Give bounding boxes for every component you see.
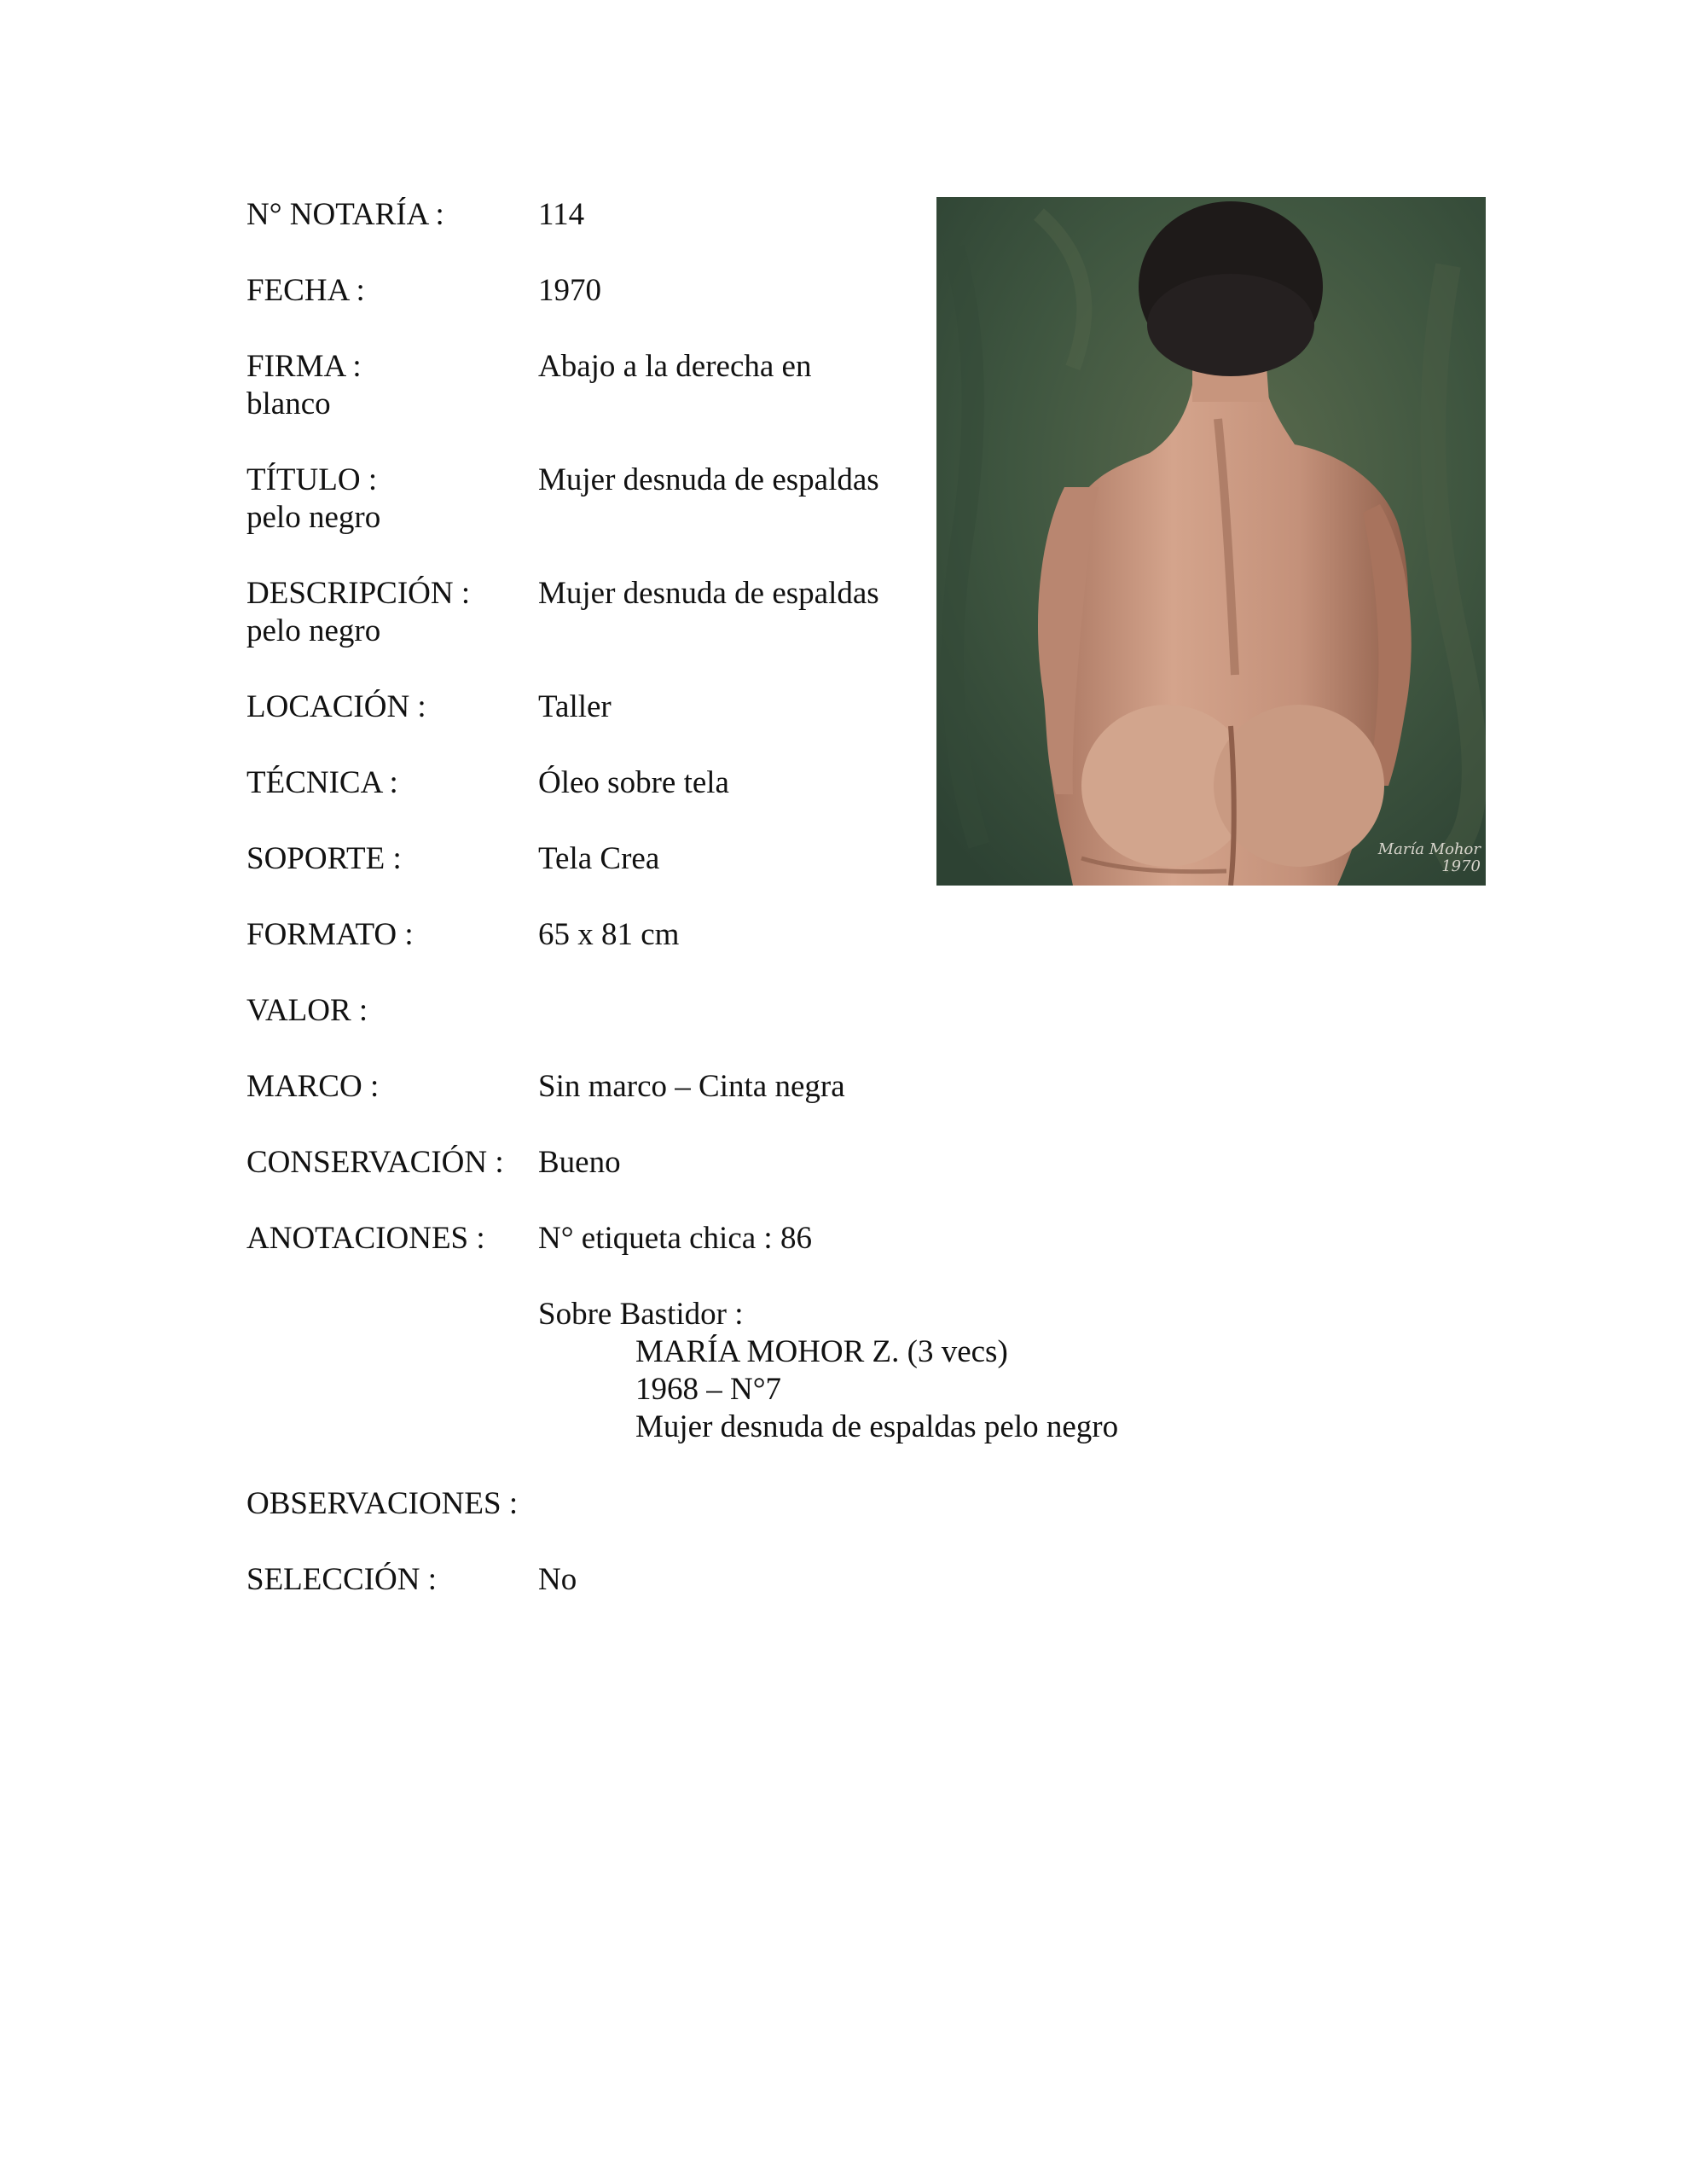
field-value: 1970 [538, 273, 601, 308]
field-value: Mujer desnuda de espaldas [538, 462, 879, 497]
bastidor-line: Mujer desnuda de espaldas pelo negro [635, 1409, 1119, 1444]
field-value: 65 x 81 cm [538, 917, 680, 952]
field-value-continuation: pelo negro [246, 500, 381, 535]
field-label: CONSERVACIÓN : [246, 1145, 504, 1180]
field-label: ANOTACIONES : [246, 1221, 485, 1256]
field-label: N° NOTARÍA : [246, 197, 444, 232]
field-label: LOCACIÓN : [246, 689, 426, 724]
bastidor-line: MARÍA MOHOR Z. (3 vecs) [635, 1334, 1008, 1369]
field-label: OBSERVACIONES : [246, 1486, 519, 1521]
field-value: Sin marco – Cinta negra [538, 1069, 845, 1104]
field-value-continuation: blanco [246, 386, 331, 421]
field-label: FECHA : [246, 273, 365, 308]
field-value-continuation: pelo negro [246, 613, 381, 648]
field-label: SOPORTE : [246, 841, 402, 876]
painting-image [936, 197, 1486, 886]
field-value: Abajo a la derecha en [538, 349, 812, 384]
field-label: DESCRIPCIÓN : [246, 576, 471, 611]
field-label: FIRMA : [246, 349, 362, 384]
field-value: Taller [538, 689, 612, 724]
painting-illustration [936, 197, 1486, 886]
field-value: Bueno [538, 1145, 621, 1180]
field-value: N° etiqueta chica : 86 [538, 1221, 812, 1256]
field-value: Mujer desnuda de espaldas [538, 576, 879, 611]
painting-signature: María Mohor 1970 [1377, 840, 1481, 875]
bastidor-line: 1968 – N°7 [635, 1372, 782, 1407]
field-label: TÉCNICA : [246, 765, 398, 800]
bastidor-heading: Sobre Bastidor : [538, 1297, 744, 1332]
field-value: Óleo sobre tela [538, 765, 729, 800]
field-label: VALOR : [246, 993, 368, 1028]
field-label: FORMATO : [246, 917, 414, 952]
field-label: SELECCIÓN : [246, 1562, 438, 1597]
field-value: No [538, 1562, 577, 1597]
field-value: 114 [538, 197, 585, 232]
field-label: TÍTULO : [246, 462, 378, 497]
field-label: MARCO : [246, 1069, 380, 1104]
field-value: Tela Crea [538, 841, 660, 876]
